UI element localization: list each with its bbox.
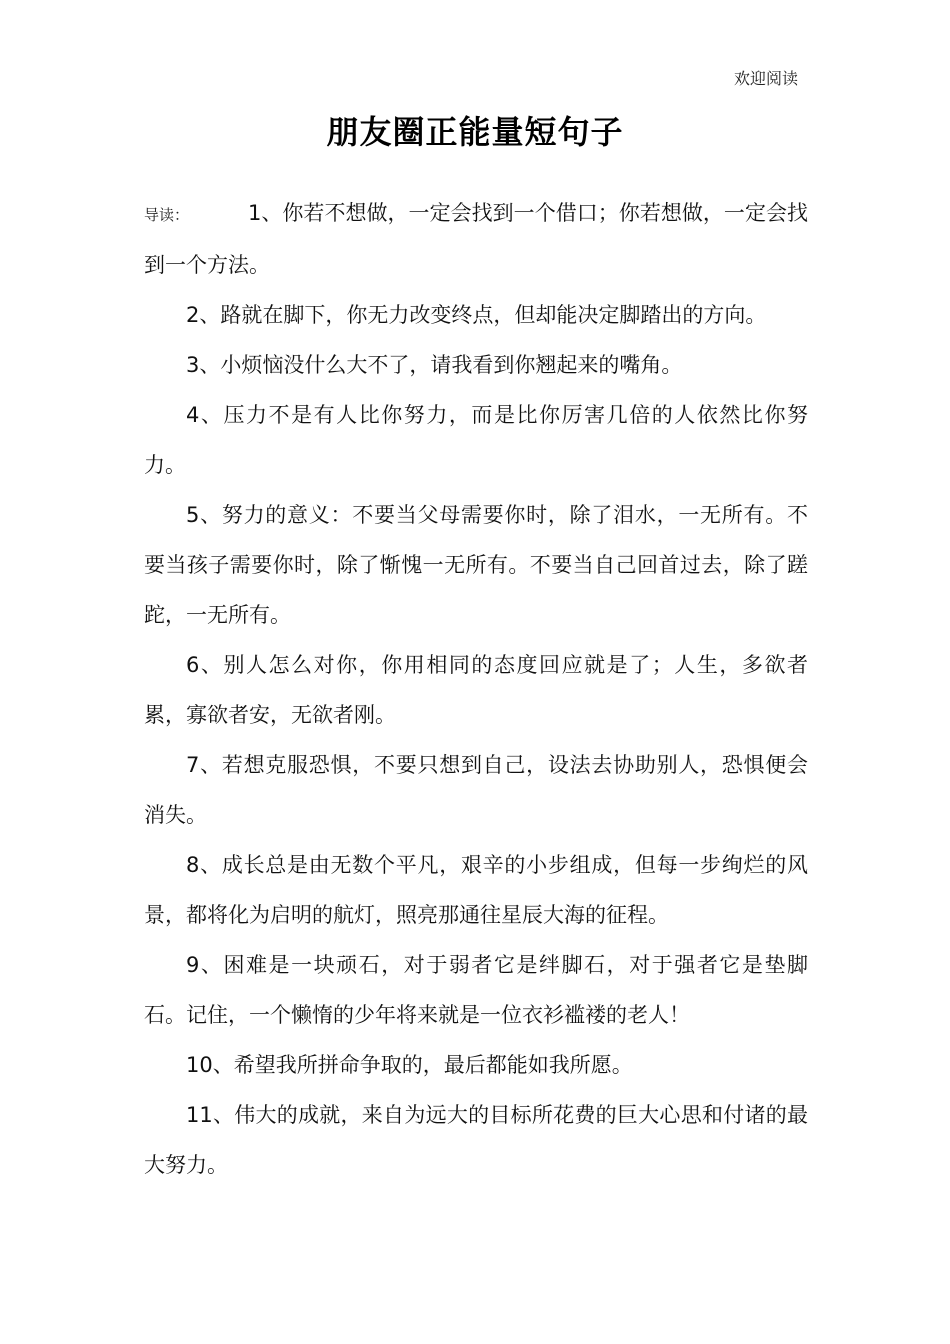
list-item: 11、伟大的成就，来自为远大的目标所花费的巨大心思和付诸的最大努力。 — [144, 1103, 808, 1177]
list-item: 7、若想克服恐惧，不要只想到自己，设法去协助别人，恐惧便会消失。 — [144, 753, 808, 827]
list-item: 8、成长总是由无数个平凡，艰辛的小步组成，但每一步绚烂的风景，都将化为启明的航灯，照亮那通往星辰大海的征程。 — [144, 853, 808, 927]
lead-label: 导读： — [144, 206, 190, 224]
list-item: 10、希望我所拼命争取的，最后都能如我所愿。 — [186, 1053, 633, 1077]
item-text: 1、你若不想做，一定会找到一个借口；你若想做，一定会找到一个方法。 — [144, 201, 808, 277]
article-body — [144, 188, 808, 1190]
list-item — [144, 188, 808, 290]
list-item: 4、压力不是有人比你努力，而是比你厉害几倍的人依然比你努力。 — [144, 403, 808, 477]
header-note: 欢迎阅读 — [733, 69, 798, 88]
list-item: 5、努力的意义：不要当父母需要你时，除了泪水，一无所有。不要当孩子需要你时，除了惭愧一无所有。不要当自己回首过去，除了蹉跎，一无所有。 — [144, 503, 808, 627]
list-item: 3、小烦恼没什么大不了，请我看到你翘起来的嘴角。 — [186, 353, 683, 377]
page-title: 朋友圈正能量短句子 — [326, 113, 624, 151]
list-item: 9、困难是一块顽石，对于弱者它是绊脚石，对于强者它是垫脚石。记住，一个懒惰的少年将来就是一位衣衫褴褛的老人！ — [144, 953, 808, 1027]
list-item: 2、路就在脚下，你无力改变终点，但却能决定脚踏出的方向。 — [186, 303, 767, 327]
list-item: 6、别人怎么对你，你用相同的态度回应就是了；人生，多欲者累，寡欲者安，无欲者刚。 — [144, 653, 808, 727]
